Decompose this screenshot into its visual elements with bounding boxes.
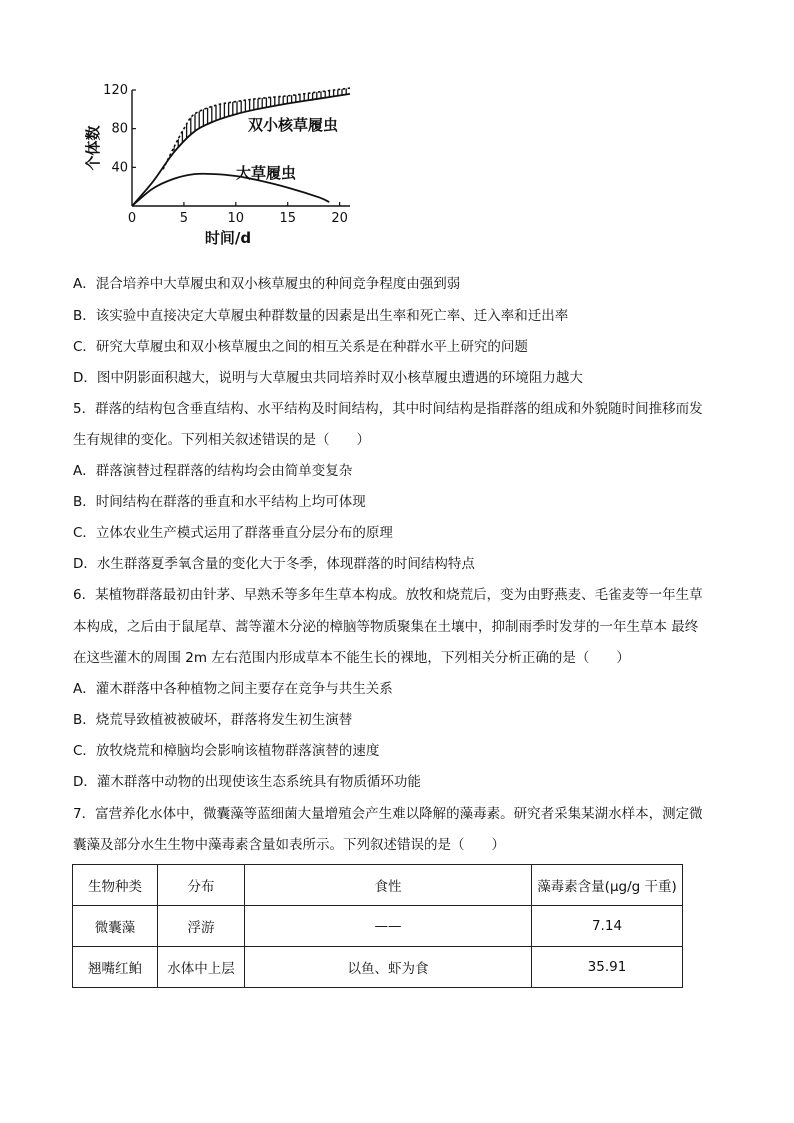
q5-stem-line2: 生有规律的变化。下列相关叙述错误的是（ ） — [73, 432, 370, 448]
q4-option-d: D．图中阴影面积越大，说明与大草履虫共同培养时双小核草履虫遭遇的环境阻力越大 — [73, 370, 583, 386]
q6-stem-line2: 本构成，之后由于鼠尾草、蒿等灌木分泌的樟脑等物质聚集在土壤中，抑制雨季时发芽的一年生草本 最终 — [73, 619, 699, 635]
y-tick-label: 40 — [111, 160, 128, 176]
chart-svg — [80, 78, 370, 256]
shaded-region — [132, 78, 346, 206]
q4-option-a: A．混合培养中大草履虫和双小核草履虫的种间竞争程度由强到弱 — [73, 276, 461, 292]
q5-option-c: C．立体农业生产模式运用了群落垂直分层分布的原理 — [73, 525, 393, 541]
x-tick-label: 15 — [279, 211, 296, 226]
q5-option-a: A．群落演替过程群落的结构均会由简单变复杂 — [73, 463, 353, 479]
q6-option-d: D．灌木群落中动物的出现使该生态系统具有物质循环功能 — [73, 774, 421, 790]
q6-option-a: A．灌木群落中各种植物之间主要存在竞争与共生关系 — [73, 681, 393, 697]
table-row — [73, 906, 683, 947]
toxin-table — [72, 864, 683, 988]
q7-stem-line2: 囊藻及部分水生生物中藻毒素含量如表所示。下列叙述错误的是（ ） — [73, 837, 505, 853]
q4-option-c: C．研究大草履虫和双小核草履虫之间的相互关系是在种群水平上研究的问题 — [73, 339, 528, 355]
y-tick-label: 120 — [103, 83, 128, 98]
x-axis-label: 时间/d — [204, 229, 252, 247]
q6-option-c: C．放牧烧荒和樟脑均会影响该植物群落演替的速度 — [73, 743, 380, 759]
q4-option-b: B．该实验中直接决定大草履虫种群数量的因素是出生率和死亡率、迁入率和迁出率 — [73, 308, 569, 324]
q5-stem-line1: 5．群落的结构包含垂直结构、水平结构及时间结构，其中时间结构是指群落的组成和外貌随时间推移而发 — [73, 401, 703, 417]
header-diet: 食性 — [245, 865, 532, 906]
cell-species: 微囊藻 — [73, 906, 158, 947]
cell-toxin: 35.91 — [532, 947, 683, 988]
x-tick-label: 0 — [127, 211, 137, 226]
q6-stem-line3: 在这些灌木的周围 2m 左右范围内形成草本不能生长的裸地，下列相关分析正确的是（ ） — [73, 650, 630, 666]
cell-toxin: 7.14 — [532, 906, 683, 947]
q7-stem-line1: 7．富营养化水体中，微囊藻等蓝细菌大量增殖会产生难以降解的藻毒素。研究者采集某湖水样本，测定微 — [73, 806, 703, 822]
q5-option-b: B．时间结构在群落的垂直和水平结构上均可体现 — [73, 494, 366, 510]
header-distribution: 分布 — [158, 865, 245, 906]
series-line-dacaolvchong — [132, 174, 329, 206]
header-toxin: 藻毒素含量(μg/g 干重) — [532, 865, 683, 906]
x-tick-label: 20 — [331, 211, 348, 226]
table-row — [73, 947, 683, 988]
q5-option-d: D．水生群落夏季氧含量的变化大于冬季，体现群落的时间结构特点 — [73, 556, 475, 572]
population-chart — [80, 78, 370, 256]
y-axis-label: 个体数 — [84, 125, 102, 171]
q6-stem-line1: 6．某植物群落最初由针茅、早熟禾等多年生草本构成。放牧和烧荒后，变为由野燕麦、毛雀麦等一年生草 — [73, 587, 703, 603]
q6-option-b: B．烧荒导致植被被破坏，群落将发生初生演替 — [73, 712, 353, 728]
header-species: 生物种类 — [73, 865, 158, 906]
cell-diet: —— — [245, 906, 532, 947]
annotation-shuangxiaohe: 双小核草履虫 — [248, 116, 339, 134]
cell-distribution: 浮游 — [158, 906, 245, 947]
x-tick-label: 5 — [179, 211, 189, 226]
cell-diet: 以鱼、虾为食 — [245, 947, 532, 988]
annotation-dacaolvchong: 大草履虫 — [236, 164, 297, 182]
cell-species: 翘嘴红鲌 — [73, 947, 158, 988]
table-header-row — [73, 865, 683, 906]
cell-distribution: 水体中上层 — [158, 947, 245, 988]
y-tick-label: 80 — [111, 121, 128, 137]
x-tick-label: 10 — [227, 211, 245, 226]
